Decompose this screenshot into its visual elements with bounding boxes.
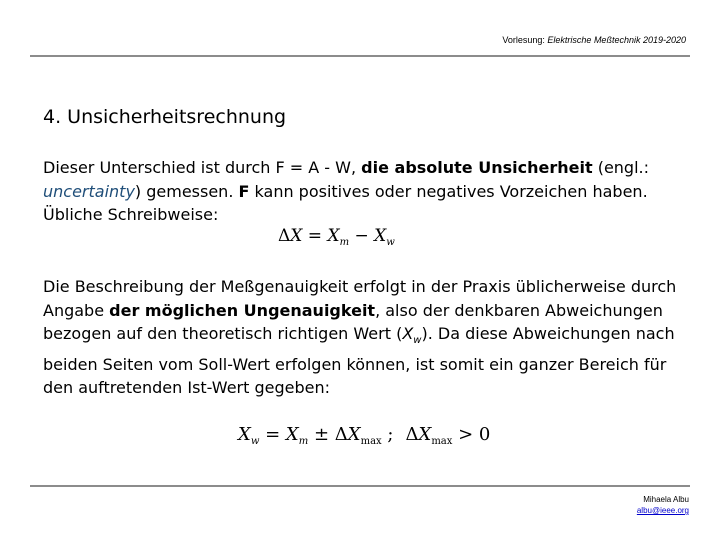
author-email-link[interactable]: albu@ieee.org: [636, 506, 689, 515]
formula-range: $X_w = X_m \pm \Delta X_{max}$ ; $\Delta X_{max} > 0$: [238, 424, 491, 447]
slide-header: [502, 35, 686, 45]
p1-text-2: (engl.:: [592, 158, 649, 177]
header-prefix: Vorlesung:: [502, 35, 548, 45]
slide-title: 4. Unsicherheitsrechnung: [43, 106, 287, 128]
paragraph-absolute-uncertainty: [43, 156, 693, 227]
p2-text-3: ). Da diese Abweichungen nach beiden Seiten vom Soll-Wert erfolgen können, ist somit ein ganzer Bereich für den auftretenden Ist-Wert gegeben:: [43, 324, 675, 398]
p1-text-3: ) gemessen.: [134, 181, 239, 201]
p2-variable: X: [402, 324, 414, 343]
p1-bold-f: F: [238, 181, 250, 201]
p2-variable-sub: w: [413, 335, 422, 347]
course-name: Elektrische Meßtechnik 2019-2020: [547, 35, 686, 45]
p1-text-1: Dieser Unterschied ist durch F = A - W,: [43, 158, 362, 177]
top-divider: [30, 55, 690, 57]
p2-bold-term: der möglichen Ungenauigkeit: [109, 300, 376, 320]
p1-text-4: kann positives oder negatives Vorzeichen haben. Übliche Schreibweise:: [43, 181, 648, 224]
paragraph-measurement-accuracy: [43, 275, 693, 400]
bottom-divider: [30, 485, 690, 487]
author-name: Mihaela Albu: [643, 495, 689, 504]
p2-text-1: Die Beschreibung der Meßgenauigkeit erfolgt in der Praxis üblicherweise durch Angabe: [43, 277, 677, 320]
p1-bold-term: die absolute Unsicherheit: [361, 158, 593, 177]
slide-footer: [637, 494, 689, 516]
formula-uncertainty: $\Delta X = X_m - X_w$: [278, 226, 395, 248]
p2-text-2: , also der denkbaren Abweichungen bezogen auf den theoretisch richtigen Wert (: [43, 300, 663, 343]
english-term: uncertainty: [43, 181, 135, 201]
